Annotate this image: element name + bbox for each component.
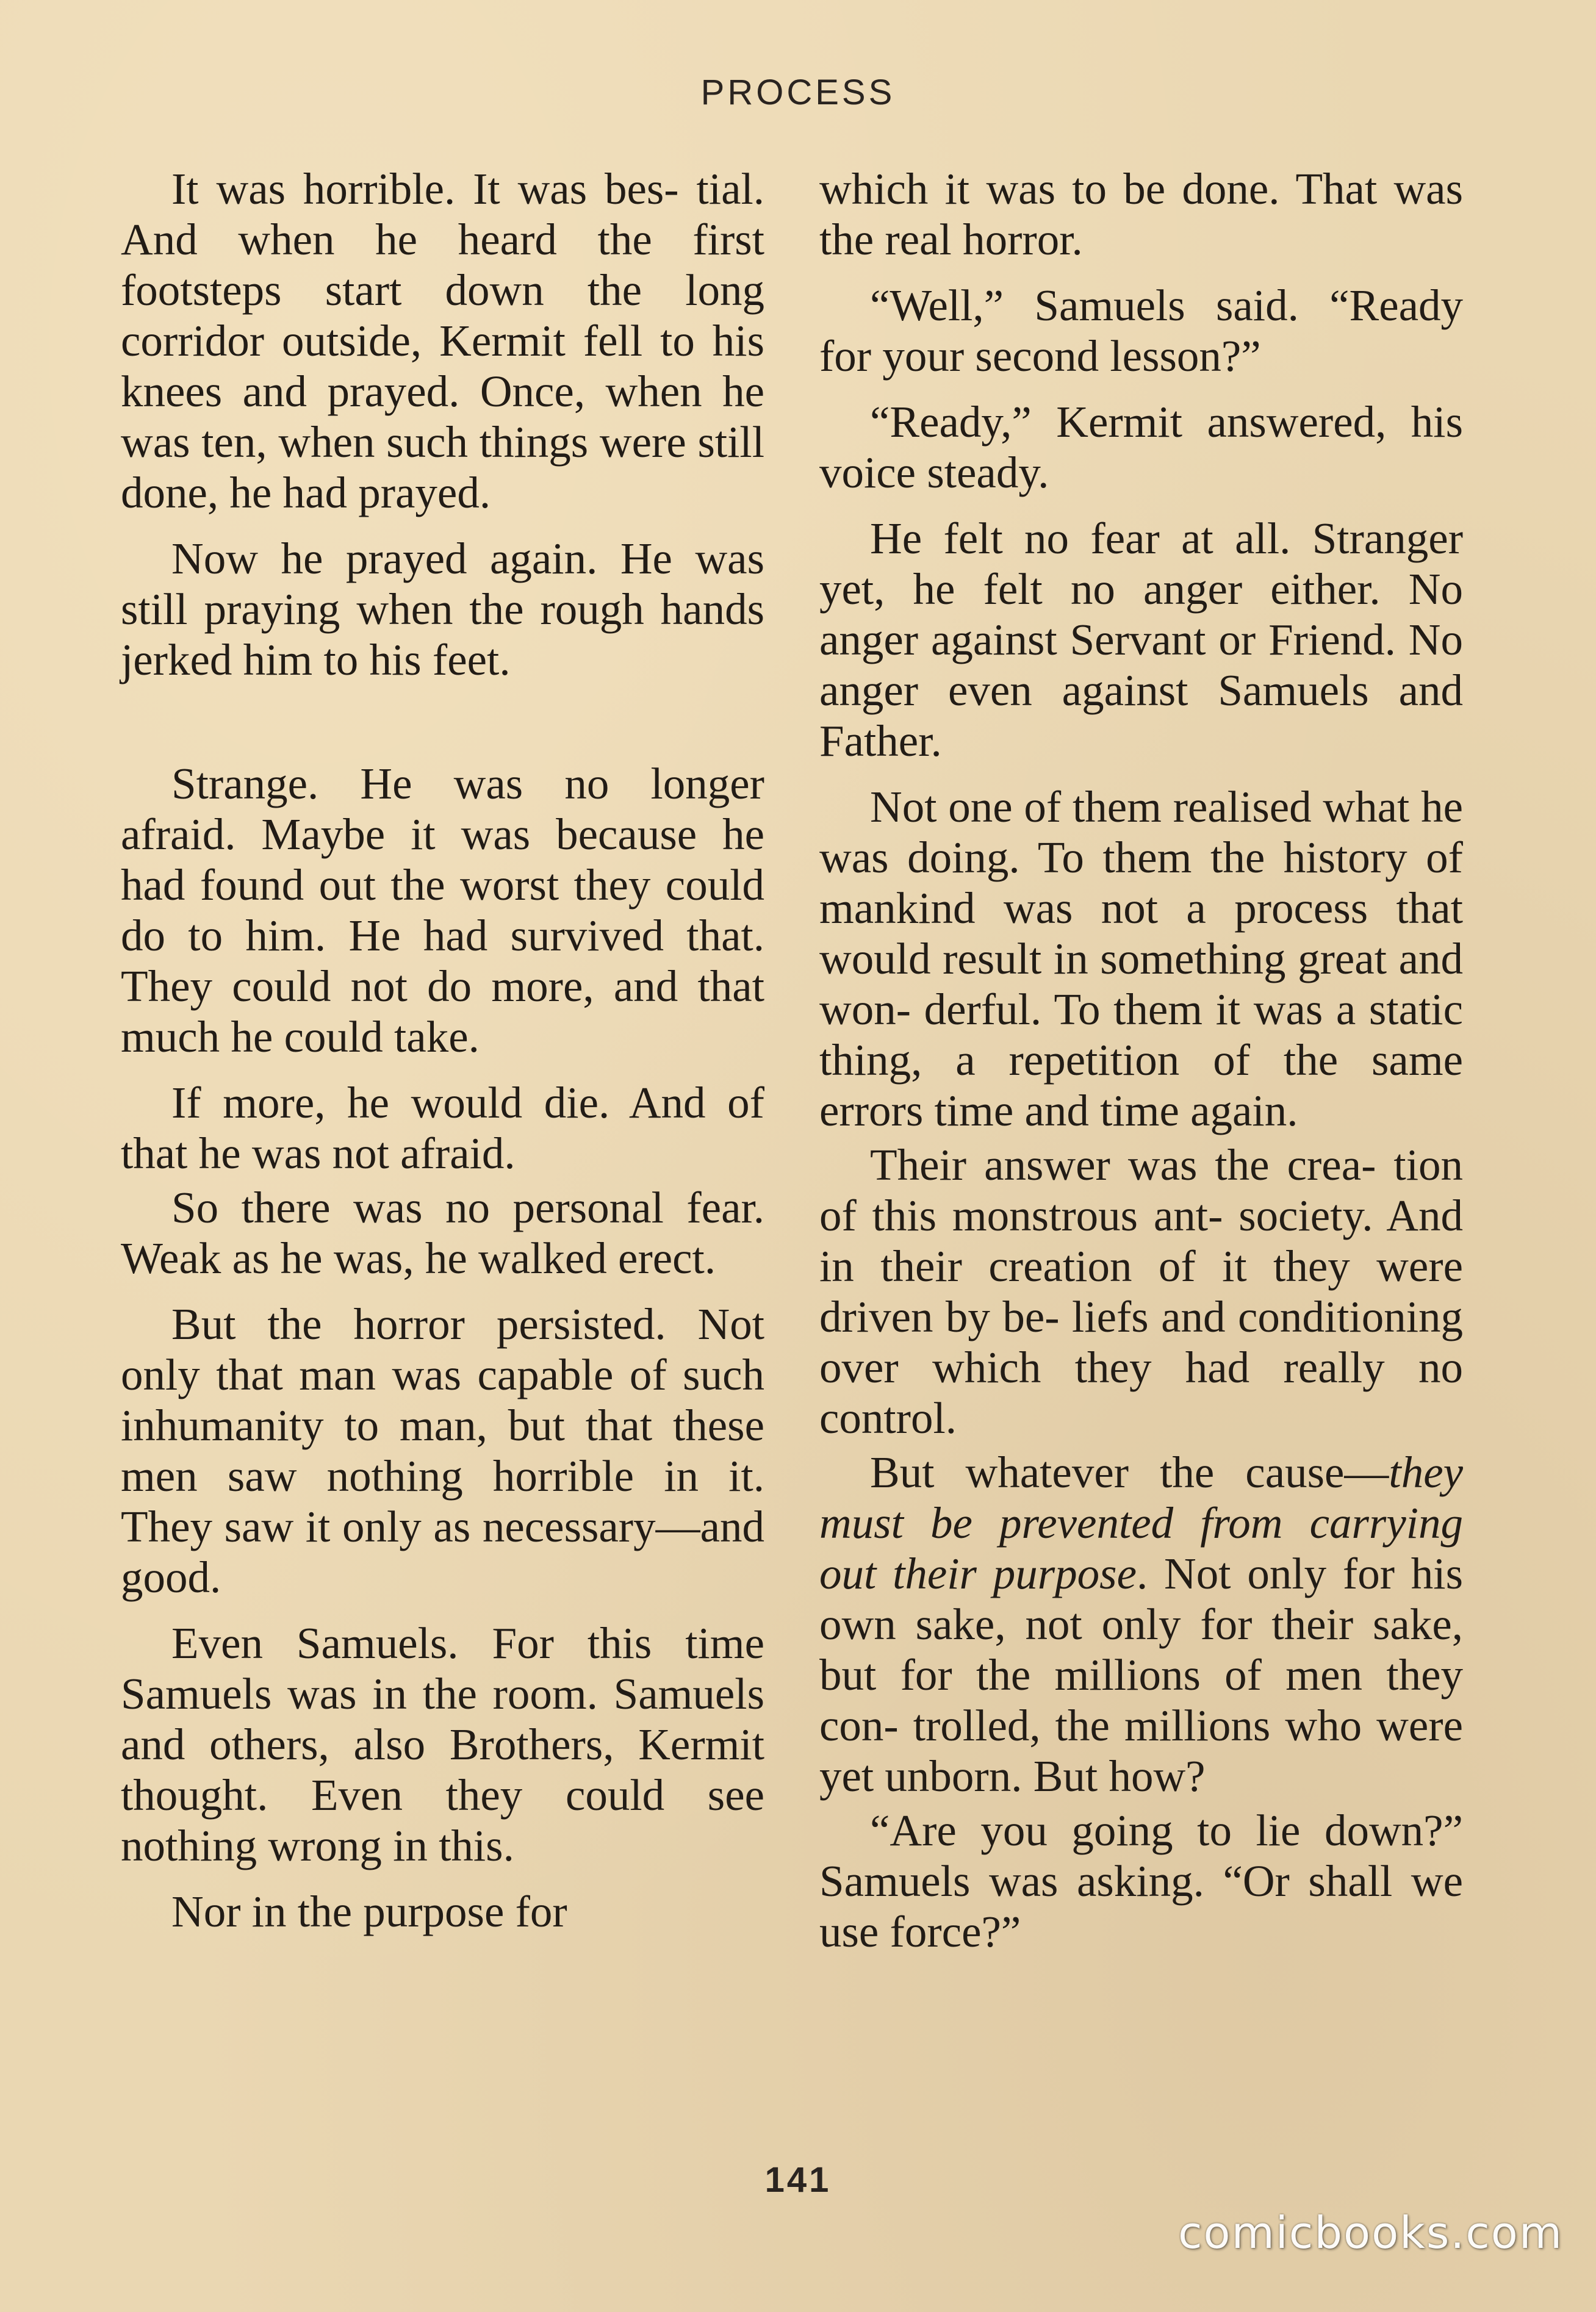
paragraph: “Well,” Samuels said. “Ready for your second lesson?” (819, 281, 1463, 381)
paragraph: If more, he would die. And of that he was not afraid. (121, 1078, 764, 1178)
paragraph: But the horror persisted. Not only that man was capable of such inhumanity to man, but that these men saw nothing horrible in it. They saw it only as necessary—and good. (121, 1299, 764, 1602)
paragraph: He felt no fear at all. Stranger yet, he felt no anger either. No anger against Servant or Friend. No anger even against Samuels and Father. (819, 514, 1463, 766)
paragraph: “Ready,” Kermit answered, his voice steady. (819, 397, 1463, 497)
italic-emphasis: they must be prevented from carrying out their purpose (819, 1448, 1463, 1598)
paragraph: which it was to be done. That was the real horror. (819, 164, 1463, 264)
paragraph: Strange. He was no longer afraid. Maybe it was because he had found out the worst they could do to him. He had survived that. They could not do more, and that much he could take. (121, 759, 764, 1061)
paragraph: Their answer was the crea- tion of this monstrous ant- society. And in their creation of it they were driven by be- liefs and conditioning over which they had really no control. (819, 1140, 1463, 1443)
paragraph: Now he prayed again. He was still praying when the rough hands jerked him to his feet. (121, 534, 764, 684)
paragraph: It was horrible. It was bes- tial. And when he heard the first footsteps start down the long corridor outside, Kermit fell to his knees and prayed. Once, when he was ten, when such things were still done, he had prayed. (121, 164, 764, 517)
left-column (121, 163, 764, 1952)
page-number: 141 (764, 2160, 832, 2200)
paragraph: Not one of them realised what he was doing. To them the history of mankind was not a process that would result in something great and won- derful. To them it was a static thing, a repetition of the same errors time and time again. (819, 782, 1463, 1135)
paragraph: “Are you going to lie down?” Samuels was asking. “Or shall we use force?” (819, 1806, 1463, 1956)
watermark: comicbooks.com (1177, 2207, 1563, 2258)
paragraph-text: But whatever the cause— (870, 1448, 1389, 1497)
right-column (819, 163, 1463, 1972)
paragraph-text: . Not only for his own sake, not only for their sake, but for the millions of men they con- trolled, the millions who were yet unborn. But how? (819, 1549, 1463, 1801)
paragraph: So there was no personal fear. Weak as he was, he walked erect. (121, 1183, 764, 1283)
paragraph: Even Samuels. For this time Samuels was in the room. Samuels and others, also Brothers, Kermit thought. Even they could see nothing wrong in this. (121, 1618, 764, 1870)
running-header: PROCESS (700, 73, 896, 112)
paragraph (819, 1447, 1463, 1801)
paragraph: Nor in the purpose for (171, 1887, 567, 1936)
